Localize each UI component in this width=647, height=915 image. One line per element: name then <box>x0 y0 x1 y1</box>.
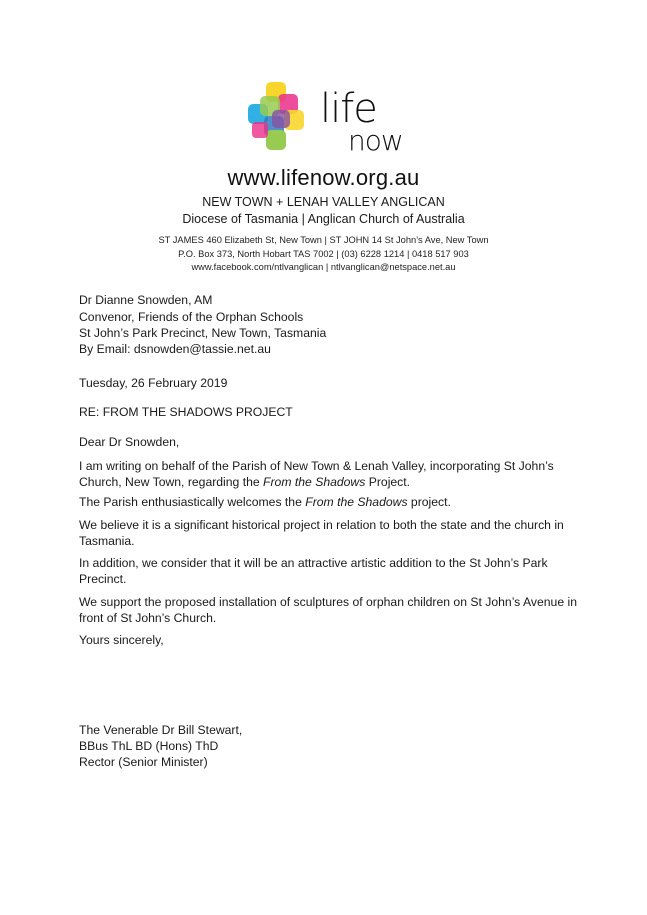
website-url: www.lifenow.org.au <box>227 165 420 190</box>
salutation: Dear Dr Snowden, <box>79 435 180 449</box>
paragraph-2 <box>79 494 579 510</box>
logo-text-life: life <box>320 86 377 132</box>
signatory-title: Rector (Senior Minister) <box>79 755 208 769</box>
address-line-1: ST JAMES 460 Elizabeth St, New Town | ST JOHN 14 St John’s Ave, New Town <box>158 235 489 245</box>
logo-square-green-bottom <box>266 130 286 150</box>
logo-graphic <box>244 80 404 155</box>
recipient-role: Convenor, Friends of the Orphan Schools <box>79 310 304 324</box>
paragraph-5: We support the proposed installation of sculptures of orphan children on St John’s Avenue in front of St John’s Church. <box>79 595 577 625</box>
paragraph-2-project-name: From the Shadows <box>305 495 408 509</box>
parish-name: NEW TOWN + LENAH VALLEY ANGLICAN <box>202 195 445 209</box>
diocese-name: Diocese of Tasmania | Anglican Church of Australia <box>182 212 465 226</box>
signatory-qualifications: BBus ThL BD (Hons) ThD <box>79 739 219 753</box>
logo-square-pink <box>252 122 268 138</box>
recipient-location: St John’s Park Precinct, New Town, Tasmania <box>79 326 327 340</box>
closing: Yours sincerely, <box>79 633 164 647</box>
letter-date: Tuesday, 26 February 2019 <box>79 376 228 390</box>
logo-square-purple <box>272 110 290 128</box>
lifenow-logo <box>244 80 404 155</box>
recipient-email: By Email: dsnowden@tassie.net.au <box>79 342 271 356</box>
signatory-name: The Venerable Dr Bill Stewart, <box>79 723 243 737</box>
paragraph-4: In addition, we consider that it will be an attractive artistic addition to the St John’s Park Precinct. <box>79 556 548 586</box>
paragraph-2-text-a: The Parish enthusiastically welcomes the <box>79 495 306 509</box>
paragraph-3: We believe it is a significant historical project in relation to both the state and the church in Tasmania. <box>79 518 564 548</box>
paragraph-1-text-a: I am writing on behalf of the Parish of New Town & Lenah Valley, incorporating St John’s Church, New Town, regarding the <box>79 459 554 489</box>
paragraph-2-text-b: project. <box>407 495 451 509</box>
letter-subject: RE: FROM THE SHADOWS PROJECT <box>79 405 293 419</box>
address-line-3: www.facebook.com/ntlvanglican | ntlvanglican@netspace.net.au <box>191 262 456 272</box>
recipient-name: Dr Dianne Snowden, AM <box>79 293 213 307</box>
paragraph-1-text-b: Project. <box>365 475 411 489</box>
paragraph-1 <box>79 458 579 490</box>
logo-text-now: now <box>348 124 403 155</box>
paragraph-1-project-name: From the Shadows <box>263 475 366 489</box>
address-line-2: P.O. Box 373, North Hobart TAS 7002 | (03) 6228 1214 | 0418 517 903 <box>178 249 469 259</box>
